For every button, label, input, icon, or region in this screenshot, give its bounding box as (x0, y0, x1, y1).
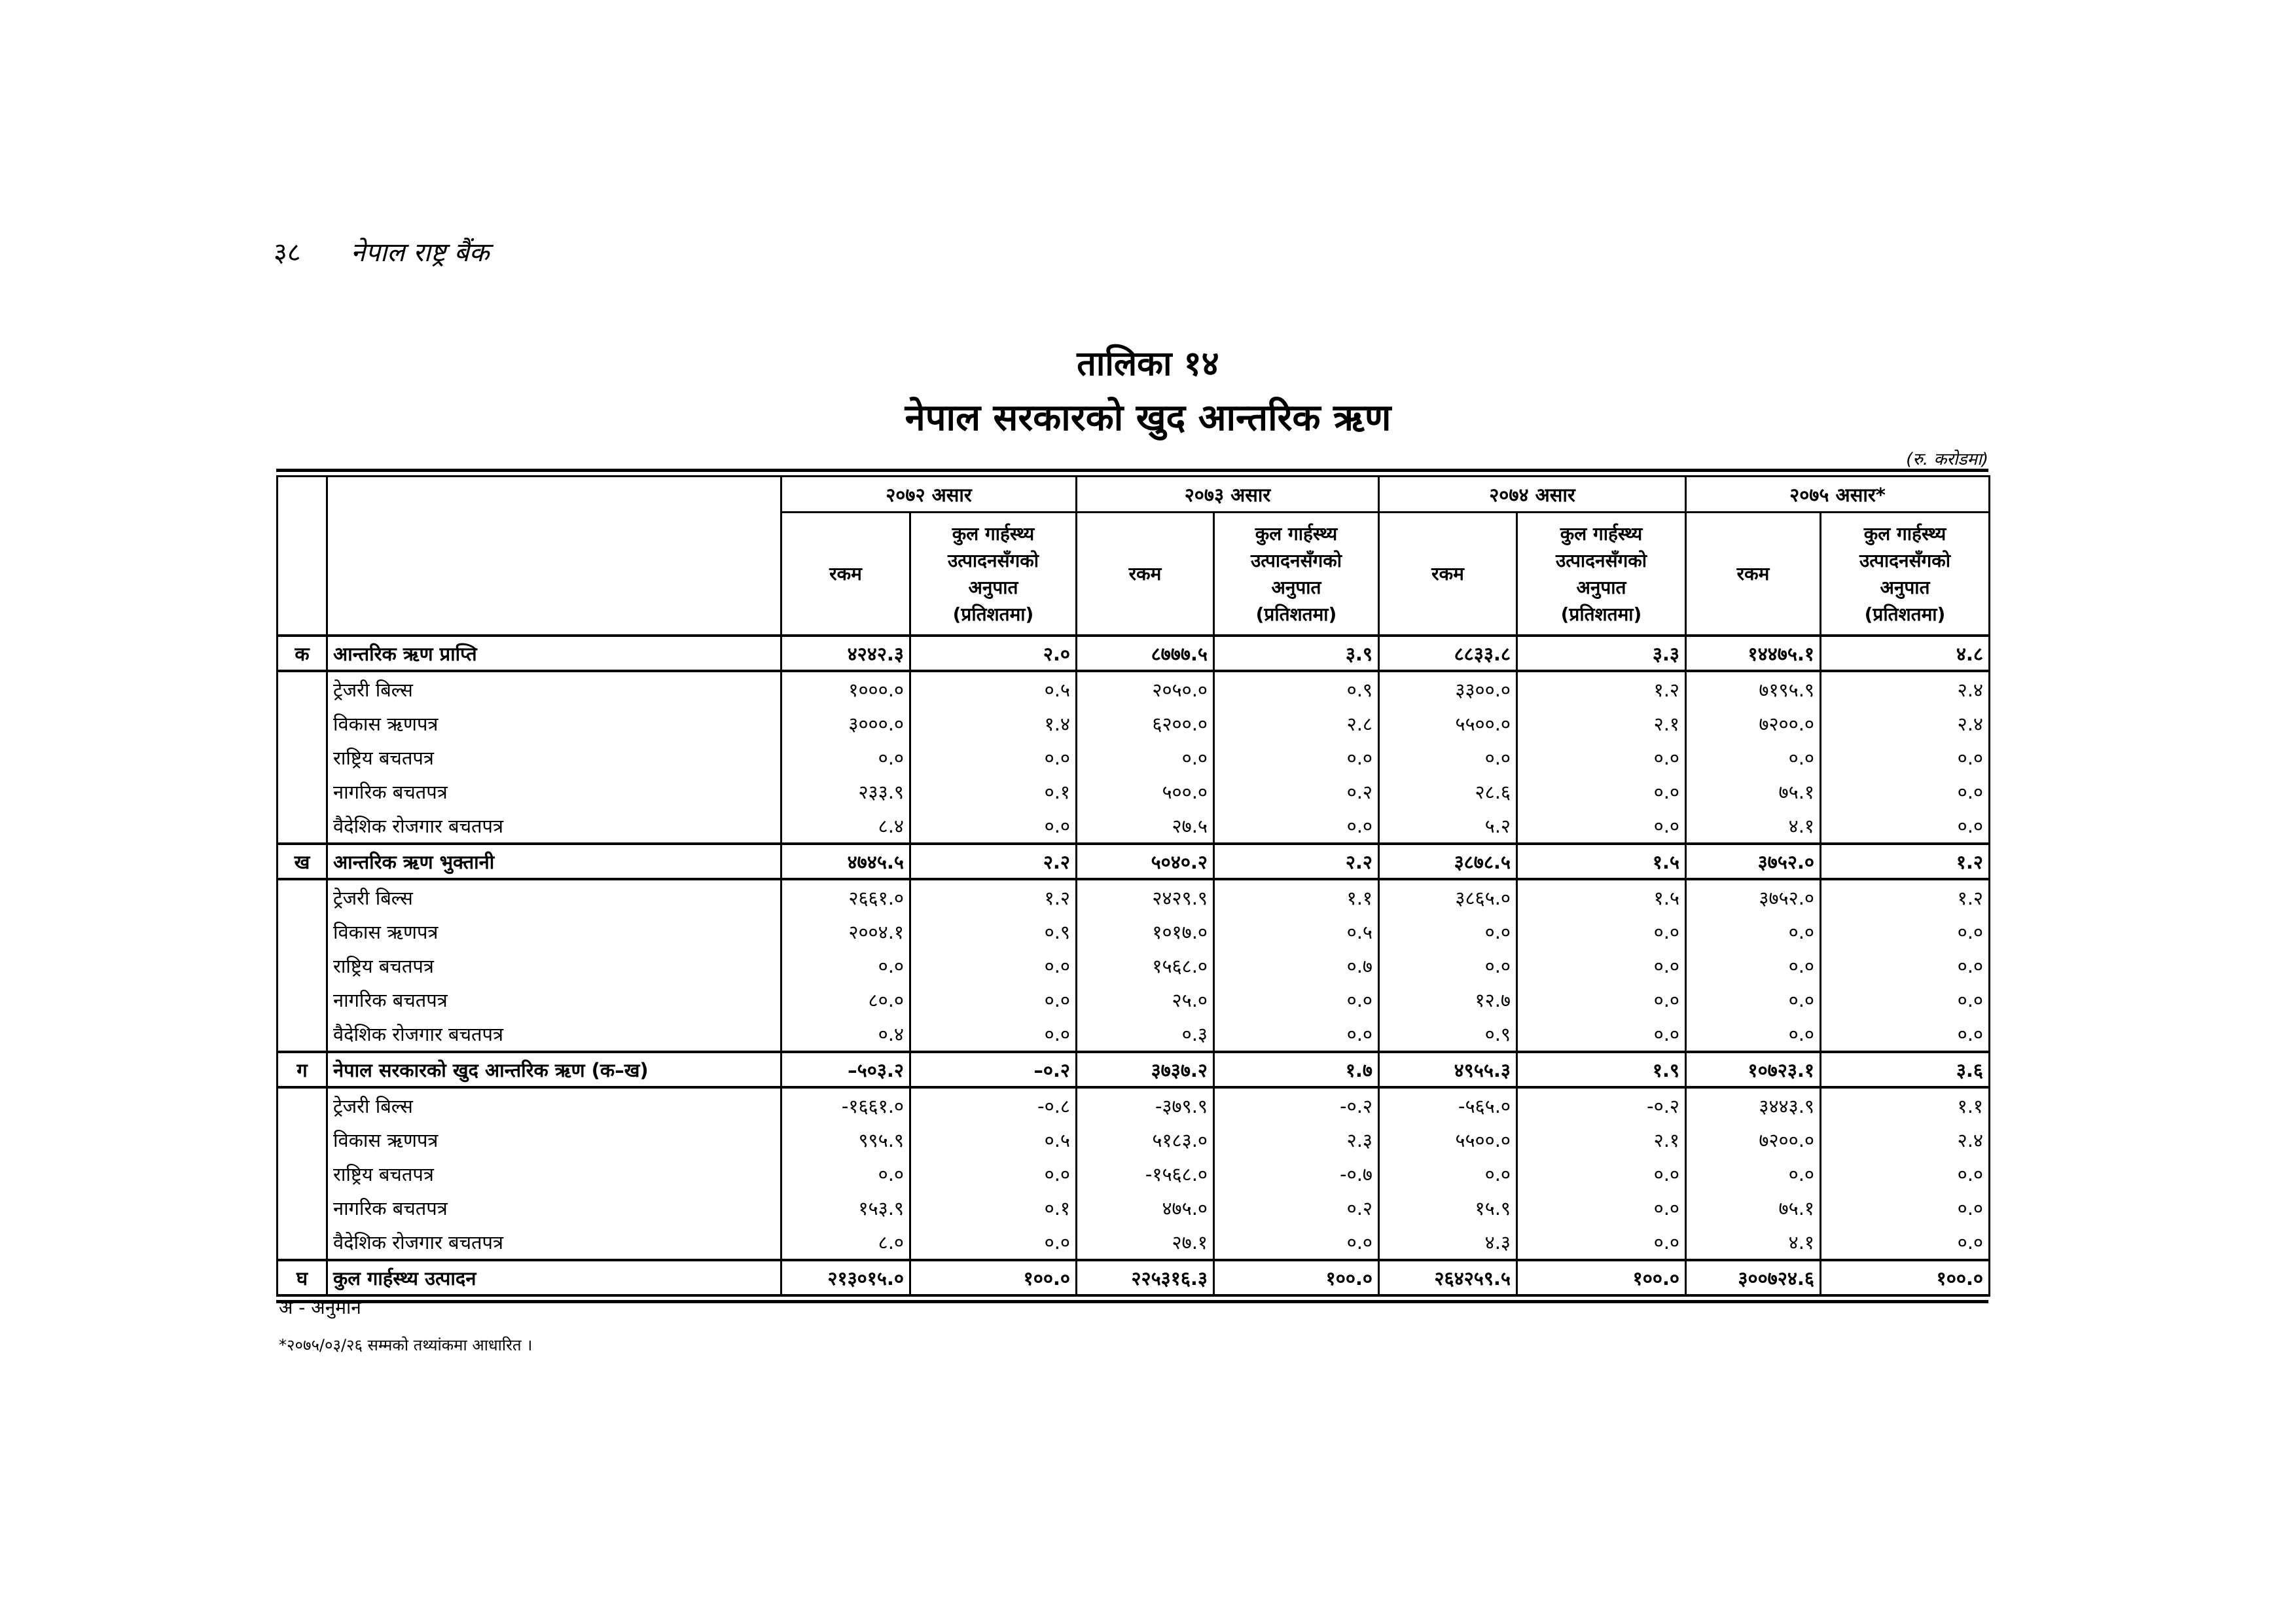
amount-cell: १०१७.० (1077, 914, 1214, 948)
item-row (278, 671, 1990, 706)
amount-cell: २६६१.० (781, 879, 910, 914)
amount-cell: ०.० (1686, 1017, 1821, 1052)
amount-cell: ५.२ (1379, 808, 1517, 844)
item-label: राष्ट्रिय बचतपत्र (327, 948, 781, 983)
gdp-ratio-cell: २.२ (1214, 844, 1379, 879)
gdp-ratio-cell: ०.० (1821, 1225, 1990, 1260)
amount-cell: ५५००.० (1379, 706, 1517, 740)
code-header (278, 477, 327, 636)
item-code-empty (278, 1017, 327, 1052)
gdp-ratio-header (910, 513, 1077, 636)
gdp-ratio-cell: ०.० (1517, 1017, 1686, 1052)
amount-cell: १०७२३.१ (1686, 1052, 1821, 1087)
amount-cell: २५.० (1077, 983, 1214, 1017)
amount-cell: १२.७ (1379, 983, 1517, 1017)
item-code-empty (278, 706, 327, 740)
gdp-ratio-cell: ०.० (1517, 948, 1686, 983)
amount-cell: -१५६८.० (1077, 1157, 1214, 1191)
gdp-ratio-cell: ०.० (910, 808, 1077, 844)
gdp-ratio-cell: ०.२ (1214, 774, 1379, 808)
gdp-ratio-cell: ०.० (1821, 914, 1990, 948)
gdp-ratio-cell: १.५ (1517, 844, 1686, 879)
amount-cell: ०.० (781, 1157, 910, 1191)
gdp-ratio-cell: १.१ (1821, 1087, 1990, 1123)
gdp-ratio-cell: ०.० (1214, 808, 1379, 844)
table-title: नेपाल सरकारको खुद आन्तरिक ऋण (905, 397, 1391, 439)
debt-table-frame (276, 469, 1988, 1303)
year-header: २०७४ असार (1379, 477, 1686, 513)
gdp-ratio-cell: ०.० (1214, 1017, 1379, 1052)
gdp-ratio-cell: ०.७ (1214, 948, 1379, 983)
gdp-ratio-cell: १.१ (1214, 879, 1379, 914)
gdp-ratio-cell: ४.८ (1821, 636, 1990, 671)
label-header (327, 477, 781, 636)
gdp-ratio-cell: २.१ (1517, 1123, 1686, 1157)
year-header: २०७२ असार (781, 477, 1077, 513)
item-row (278, 879, 1990, 914)
gdp-ratio-cell: १००.० (1821, 1260, 1990, 1295)
amount-cell: ८.० (781, 1225, 910, 1260)
amount-cell: १५.९ (1379, 1191, 1517, 1225)
section-label: आन्तरिक ऋण भुक्तानी (327, 844, 781, 879)
amount-cell: ७२००.० (1686, 1123, 1821, 1157)
amount-cell: ७५.१ (1686, 1191, 1821, 1225)
item-row (278, 1225, 1990, 1260)
gdp-ratio-cell: ०.० (910, 948, 1077, 983)
gdp-ratio-header-line: (प्रतिशतमा) (1560, 603, 1642, 625)
gdp-ratio-cell: ०.० (1214, 740, 1379, 774)
amount-cell: ०.० (781, 948, 910, 983)
amount-cell: ०.० (1686, 914, 1821, 948)
item-label: नागरिक बचतपत्र (327, 1191, 781, 1225)
amount-cell: ८७७७.५ (1077, 636, 1214, 671)
item-code-empty (278, 983, 327, 1017)
item-row (278, 914, 1990, 948)
gdp-ratio-cell: ०.१ (910, 1191, 1077, 1225)
section-label: कुल गार्हस्थ्य उत्पादन (327, 1260, 781, 1295)
amount-cell: ०.० (781, 740, 910, 774)
amount-cell: २१३०१५.० (781, 1260, 910, 1295)
section-row (278, 1260, 1990, 1295)
gdp-ratio-cell: २.० (910, 636, 1077, 671)
gdp-ratio-cell: ०.० (910, 1017, 1077, 1052)
table-body (278, 636, 1990, 1295)
item-label: राष्ट्रिय बचतपत्र (327, 740, 781, 774)
section-row (278, 1052, 1990, 1087)
gdp-ratio-cell: २.४ (1821, 671, 1990, 706)
amount-cell: -५६५.० (1379, 1087, 1517, 1123)
gdp-ratio-cell: १.२ (1821, 879, 1990, 914)
amount-cell: ०.० (1379, 948, 1517, 983)
gdp-ratio-cell: २.४ (1821, 706, 1990, 740)
gdp-ratio-cell: ०.९ (1214, 671, 1379, 706)
gdp-ratio-cell: -०.२ (1517, 1087, 1686, 1123)
item-row (278, 706, 1990, 740)
item-code-empty (278, 879, 327, 914)
amount-cell: ०.० (1686, 983, 1821, 1017)
gdp-ratio-header (1517, 513, 1686, 636)
item-row (278, 1123, 1990, 1157)
amount-cell: २८.६ (1379, 774, 1517, 808)
amount-header: रकम (1077, 513, 1214, 636)
gdp-ratio-cell: ०.१ (910, 774, 1077, 808)
amount-cell: ४.३ (1379, 1225, 1517, 1260)
unit-note: (रु. करोडमा) (1906, 450, 1988, 469)
amount-cell: ४.१ (1686, 808, 1821, 844)
item-label: राष्ट्रिय बचतपत्र (327, 1157, 781, 1191)
section-label: आन्तरिक ऋण प्राप्ति (327, 636, 781, 671)
gdp-ratio-cell: –०.२ (910, 1052, 1077, 1087)
amount-cell: २७.५ (1077, 808, 1214, 844)
gdp-ratio-header-line: अनुपात (1576, 576, 1626, 598)
gdp-ratio-cell: ०.० (1517, 808, 1686, 844)
item-label: ट्रेजरी बिल्स (327, 671, 781, 706)
item-code-empty (278, 671, 327, 706)
amount-cell: २६४२५९.५ (1379, 1260, 1517, 1295)
item-code-empty (278, 740, 327, 774)
gdp-ratio-header (1821, 513, 1990, 636)
amount-cell: २०५०.० (1077, 671, 1214, 706)
item-row (278, 1191, 1990, 1225)
gdp-ratio-cell: १.२ (1517, 671, 1686, 706)
gdp-ratio-cell: -०.८ (910, 1087, 1077, 1123)
amount-cell: ३००७२४.६ (1686, 1260, 1821, 1295)
item-code-empty (278, 1087, 327, 1123)
amount-cell: ७१९५.९ (1686, 671, 1821, 706)
gdp-ratio-cell: २.३ (1214, 1123, 1379, 1157)
gdp-ratio-cell: ०.० (1821, 774, 1990, 808)
footnote-data-date: *२०७५/०३/२६ सम्मको तथ्यांकमा आधारित । (279, 1336, 533, 1354)
amount-header: रकम (1379, 513, 1517, 636)
gdp-ratio-cell: ३.३ (1517, 636, 1686, 671)
amount-cell: १५३.९ (781, 1191, 910, 1225)
amount-cell: ३४४३.९ (1686, 1087, 1821, 1123)
gdp-ratio-cell: १००.० (1214, 1260, 1379, 1295)
amount-cell: १०००.० (781, 671, 910, 706)
amount-cell: ०.० (1379, 740, 1517, 774)
amount-cell: ३७५२.० (1686, 844, 1821, 879)
gdp-ratio-cell: ०.० (1214, 983, 1379, 1017)
amount-cell: ३८६५.० (1379, 879, 1517, 914)
item-code-empty (278, 1123, 327, 1157)
amount-cell: ०.० (1077, 740, 1214, 774)
item-code-empty (278, 808, 327, 844)
gdp-ratio-cell: १००.० (1517, 1260, 1686, 1295)
section-code: ख (278, 844, 327, 879)
item-label: वैदेशिक रोजगार बचतपत्र (327, 1225, 781, 1260)
amount-cell: २००४.१ (781, 914, 910, 948)
gdp-ratio-cell: ०.० (910, 740, 1077, 774)
gdp-ratio-cell: ०.० (1821, 808, 1990, 844)
gdp-ratio-cell: -०.२ (1214, 1087, 1379, 1123)
amount-cell: ०.० (1686, 1157, 1821, 1191)
gdp-ratio-header-line: कुल गार्हस्थ्य (1863, 522, 1946, 545)
gdp-ratio-header-line: अनुपात (968, 576, 1018, 598)
amount-cell: ८.४ (781, 808, 910, 844)
amount-cell: -३७९.९ (1077, 1087, 1214, 1123)
section-label: नेपाल सरकारको खुद आन्तरिक ऋण (क–ख) (327, 1052, 781, 1087)
item-code-empty (278, 948, 327, 983)
item-label: विकास ऋणपत्र (327, 914, 781, 948)
gdp-ratio-cell: ०.० (1517, 774, 1686, 808)
item-label: विकास ऋणपत्र (327, 1123, 781, 1157)
amount-cell: २३३.९ (781, 774, 910, 808)
gdp-ratio-header-line: (प्रतिशतमा) (1864, 603, 1946, 625)
amount-cell: ५०४०.२ (1077, 844, 1214, 879)
amount-cell: ०.० (1379, 914, 1517, 948)
gdp-ratio-header-line: (प्रतिशतमा) (952, 603, 1034, 625)
gdp-ratio-header-line: उत्पादनसँगको (1859, 549, 1951, 571)
amount-cell: ४.१ (1686, 1225, 1821, 1260)
gdp-ratio-cell: ०.० (1517, 914, 1686, 948)
publication-name: नेपाल राष्ट्र बैंक (351, 238, 490, 268)
amount-cell: १४४७५.१ (1686, 636, 1821, 671)
gdp-ratio-cell: २.२ (910, 844, 1077, 879)
amount-cell: ०.३ (1077, 1017, 1214, 1052)
gdp-ratio-header-line: अनुपात (1271, 576, 1321, 598)
gdp-ratio-cell: ०.० (1821, 983, 1990, 1017)
item-label: नागरिक बचतपत्र (327, 774, 781, 808)
amount-cell: १५६८.० (1077, 948, 1214, 983)
amount-cell: ३०००.० (781, 706, 910, 740)
gdp-ratio-cell: ०.० (910, 983, 1077, 1017)
gdp-ratio-cell: ०.० (1821, 1157, 1990, 1191)
amount-cell: ०.० (1379, 1157, 1517, 1191)
amount-cell: ३३००.० (1379, 671, 1517, 706)
amount-cell: ७५.१ (1686, 774, 1821, 808)
item-label: ट्रेजरी बिल्स (327, 879, 781, 914)
debt-table (276, 475, 1990, 1297)
item-row (278, 983, 1990, 1017)
amount-cell: ४२४२.३ (781, 636, 910, 671)
gdp-ratio-cell: ०.५ (910, 671, 1077, 706)
page-number: ३८ (274, 238, 301, 268)
gdp-ratio-header-line: उत्पादनसँगको (947, 549, 1039, 571)
amount-cell: –५०३.२ (781, 1052, 910, 1087)
amount-cell: ०.९ (1379, 1017, 1517, 1052)
gdp-ratio-cell: १.४ (910, 706, 1077, 740)
amount-cell: ८८३३.८ (1379, 636, 1517, 671)
gdp-ratio-cell: ०.० (910, 1157, 1077, 1191)
item-row (278, 740, 1990, 774)
gdp-ratio-header (1214, 513, 1379, 636)
amount-header: रकम (781, 513, 910, 636)
gdp-ratio-cell: ०.० (1821, 740, 1990, 774)
gdp-ratio-cell: ३.९ (1214, 636, 1379, 671)
item-label: विकास ऋणपत्र (327, 706, 781, 740)
amount-cell: ८०.० (781, 983, 910, 1017)
amount-cell: -१६६१.० (781, 1087, 910, 1123)
gdp-ratio-cell: ०.० (1821, 948, 1990, 983)
item-code-empty (278, 774, 327, 808)
gdp-ratio-cell: ०.० (1517, 983, 1686, 1017)
amount-cell: ५००.० (1077, 774, 1214, 808)
item-label: ट्रेजरी बिल्स (327, 1087, 781, 1123)
year-header-row (278, 477, 1990, 513)
amount-cell: ३७५२.० (1686, 879, 1821, 914)
gdp-ratio-header-line: कुल गार्हस्थ्य (1255, 522, 1338, 545)
gdp-ratio-cell: ०.० (1517, 1157, 1686, 1191)
gdp-ratio-cell: ०.० (1517, 1191, 1686, 1225)
amount-cell: ९९५.९ (781, 1123, 910, 1157)
gdp-ratio-cell: १.९ (1517, 1052, 1686, 1087)
gdp-ratio-cell: ०.० (1517, 740, 1686, 774)
amount-cell: २७.१ (1077, 1225, 1214, 1260)
section-code: क (278, 636, 327, 671)
year-header: २०७५ असार* (1686, 477, 1990, 513)
item-row (278, 774, 1990, 808)
gdp-ratio-header-line: कुल गार्हस्थ्य (1560, 522, 1643, 545)
gdp-ratio-cell: १.२ (1821, 844, 1990, 879)
gdp-ratio-cell: २.८ (1214, 706, 1379, 740)
amount-cell: ३७३७.२ (1077, 1052, 1214, 1087)
amount-cell: ७२००.० (1686, 706, 1821, 740)
item-label: नागरिक बचतपत्र (327, 983, 781, 1017)
amount-cell: २२५३१६.३ (1077, 1260, 1214, 1295)
year-header: २०७३ असार (1077, 477, 1379, 513)
gdp-ratio-cell: २.१ (1517, 706, 1686, 740)
amount-cell: ४९५५.३ (1379, 1052, 1517, 1087)
section-code: ग (278, 1052, 327, 1087)
section-row (278, 636, 1990, 671)
gdp-ratio-cell: ०.० (1214, 1225, 1379, 1260)
gdp-ratio-cell: १.२ (910, 879, 1077, 914)
item-label: वैदेशिक रोजगार बचतपत्र (327, 808, 781, 844)
gdp-ratio-cell: ०.० (910, 1225, 1077, 1260)
gdp-ratio-header-line: उत्पादनसँगको (1250, 549, 1342, 571)
gdp-ratio-header-line: (प्रतिशतमा) (1255, 603, 1337, 625)
item-code-empty (278, 914, 327, 948)
gdp-ratio-header-line: उत्पादनसँगको (1555, 549, 1647, 571)
amount-cell: ५५००.० (1379, 1123, 1517, 1157)
gdp-ratio-cell: -०.७ (1214, 1157, 1379, 1191)
gdp-ratio-header-line: अनुपात (1880, 576, 1930, 598)
item-code-empty (278, 1157, 327, 1191)
amount-cell: ०.४ (781, 1017, 910, 1052)
amount-header: रकम (1686, 513, 1821, 636)
item-code-empty (278, 1225, 327, 1260)
gdp-ratio-cell: ३.६ (1821, 1052, 1990, 1087)
gdp-ratio-cell: २.४ (1821, 1123, 1990, 1157)
gdp-ratio-cell: १.५ (1517, 879, 1686, 914)
item-code-empty (278, 1191, 327, 1225)
section-code: घ (278, 1260, 327, 1295)
item-row (278, 948, 1990, 983)
item-row (278, 1017, 1990, 1052)
footnote-estimate: अ - अनुमान (279, 1297, 361, 1318)
gdp-ratio-cell: ०.५ (1214, 914, 1379, 948)
amount-cell: ४७४५.५ (781, 844, 910, 879)
gdp-ratio-cell: १.७ (1214, 1052, 1379, 1087)
gdp-ratio-cell: ०.० (1517, 1225, 1686, 1260)
gdp-ratio-cell: ०.० (1821, 1191, 1990, 1225)
gdp-ratio-cell: ०.५ (910, 1123, 1077, 1157)
gdp-ratio-header-line: कुल गार्हस्थ्य (952, 522, 1035, 545)
amount-cell: ६२००.० (1077, 706, 1214, 740)
amount-cell: ०.० (1686, 740, 1821, 774)
running-header (274, 233, 489, 269)
item-row (278, 1157, 1990, 1191)
item-row (278, 808, 1990, 844)
section-row (278, 844, 1990, 879)
gdp-ratio-cell: ०.० (1821, 1017, 1990, 1052)
gdp-ratio-cell: १००.० (910, 1260, 1077, 1295)
amount-cell: ४७५.० (1077, 1191, 1214, 1225)
amount-cell: २४२९.९ (1077, 879, 1214, 914)
amount-cell: ३८७८.५ (1379, 844, 1517, 879)
amount-cell: ५१८३.० (1077, 1123, 1214, 1157)
gdp-ratio-cell: ०.९ (910, 914, 1077, 948)
item-label: वैदेशिक रोजगार बचतपत्र (327, 1017, 781, 1052)
item-row (278, 1087, 1990, 1123)
table-label: तालिका १४ (1077, 344, 1219, 384)
amount-cell: ०.० (1686, 948, 1821, 983)
gdp-ratio-cell: ०.२ (1214, 1191, 1379, 1225)
footnotes (279, 1295, 532, 1356)
